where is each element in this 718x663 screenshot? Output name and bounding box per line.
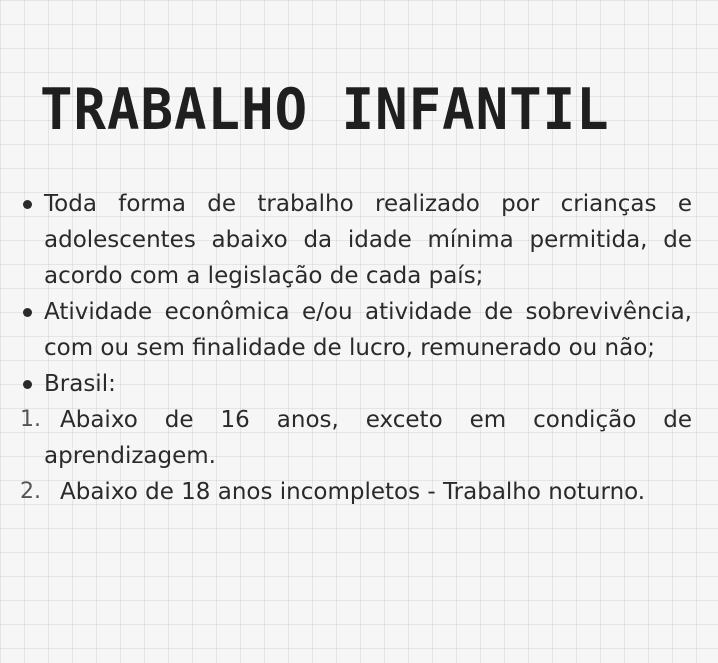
numbered-item-1 [20, 402, 692, 474]
content-list [20, 186, 692, 510]
page-title: TRABALHO INFANTIL [40, 76, 610, 143]
bullet-text-brasil: Brasil: [44, 371, 116, 397]
bullet-item-activity [20, 294, 692, 366]
numbered-text-2: Abaixo de 18 anos incompletos - Trabalho noturno. [60, 479, 646, 505]
bullet-text-activity: Atividade econômica e/ou atividade de sobrevivência, com ou sem finalidade de lucro, remunerado ou não; [44, 299, 692, 361]
numbered-item-2 [20, 474, 692, 510]
bullet-text-definition: Toda forma de trabalho realizado por crianças e adolescentes abaixo da idade mínima permitida, de acordo com a legislação de cada país; [44, 191, 692, 289]
bullet-item-brasil [20, 366, 692, 402]
bullet-item-definition [20, 186, 692, 294]
numbered-marker-1: 1. [20, 407, 41, 432]
numbered-text-1: Abaixo de 16 anos, exceto em condição de aprendizagem. [44, 407, 692, 469]
numbered-marker-2: 2. [20, 479, 41, 504]
